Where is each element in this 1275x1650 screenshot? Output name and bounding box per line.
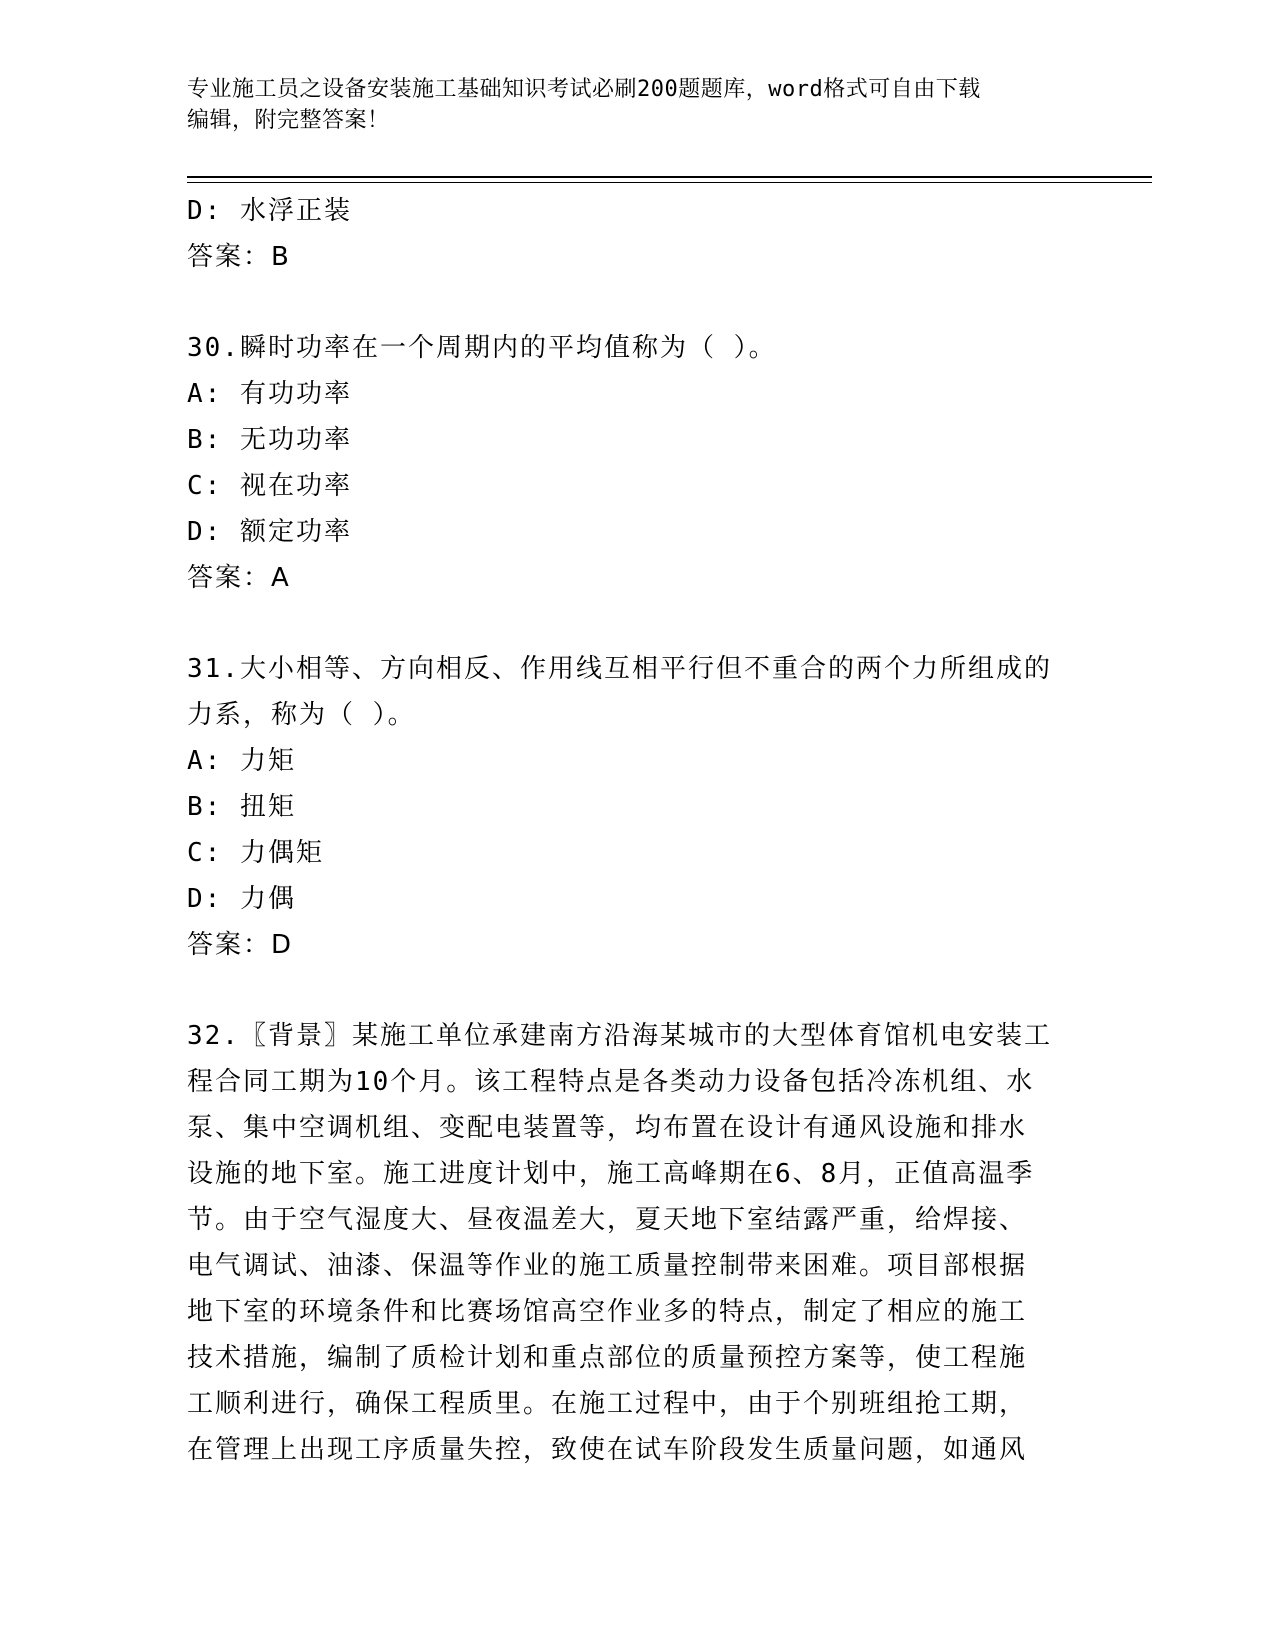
question-32-line: 节。由于空气湿度大、昼夜温差大，夏天地下室结露严重，给焊接、: [187, 1205, 1028, 1235]
header-title-line-2: 编辑，附完整答案！: [187, 108, 390, 133]
question-31-option-b: B: 扭矩: [187, 792, 296, 822]
question-31-answer: 答案：D: [187, 930, 294, 960]
question-31-stem-line-1: 31.大小相等、方向相反、作用线互相平行但不重合的两个力所组成的: [187, 654, 1052, 684]
spacer: [187, 601, 1087, 646]
question-30-option-a: A: 有功功率: [187, 379, 352, 409]
question-31-option-c: C: 力偶矩: [187, 838, 324, 868]
question-31-stem-line-2: 力系，称为（ ）。: [187, 700, 416, 730]
spacer: [187, 280, 1087, 325]
question-32: [187, 1013, 1087, 1473]
question-32-line: 地下室的环境条件和比赛场馆高空作业多的特点，制定了相应的施工: [187, 1297, 1028, 1327]
question-32-line: 程合同工期为10个月。该工程特点是各类动力设备包括冷冻机组、水: [187, 1067, 1035, 1097]
header-divider-thin: [187, 182, 1152, 183]
header-title-line-1: 专业施工员之设备安装施工基础知识考试必刷200题题库，word格式可自由下载: [187, 77, 981, 102]
question-32-line: 泵、集中空调机组、变配电装置等，均布置在设计有通风设施和排水: [187, 1113, 1028, 1143]
spacer: [187, 968, 1087, 1013]
header-divider-thick: [187, 176, 1152, 178]
question-31-option-a: A: 力矩: [187, 746, 296, 776]
question-32-line: 技术措施，编制了质检计划和重点部位的质量预控方案等，使工程施: [187, 1343, 1028, 1373]
question-32-line: 32.〖背景〗某施工单位承建南方沿海某城市的大型体育馆机电安装工: [187, 1021, 1052, 1051]
prev-answer: 答案：B: [187, 242, 291, 272]
question-30-option-d: D: 额定功率: [187, 517, 352, 547]
question-30: [187, 325, 1087, 601]
question-32-line: 电气调试、油漆、保温等作业的施工质量控制带来困难。项目部根据: [187, 1251, 1028, 1281]
page-header: [187, 74, 1067, 136]
question-30-option-b: B: 无功功率: [187, 425, 352, 455]
question-31: [187, 646, 1087, 968]
question-32-line: 设施的地下室。施工进度计划中，施工高峰期在6、8月，正值高温季: [187, 1159, 1035, 1189]
question-32-line: 工顺利进行，确保工程质里。在施工过程中，由于个别班组抢工期，: [187, 1389, 1028, 1419]
question-31-option-d: D: 力偶: [187, 884, 296, 914]
question-30-stem: 30.瞬时功率在一个周期内的平均值称为（ ）。: [187, 333, 777, 363]
question-30-option-c: C: 视在功率: [187, 471, 352, 501]
question-30-answer: 答案：A: [187, 563, 291, 593]
prev-option-d: D: 水浮正装: [187, 196, 352, 226]
question-32-line: 在管理上出现工序质量失控，致使在试车阶段发生质量问题，如通风: [187, 1435, 1028, 1465]
document-body: [187, 188, 1087, 1473]
